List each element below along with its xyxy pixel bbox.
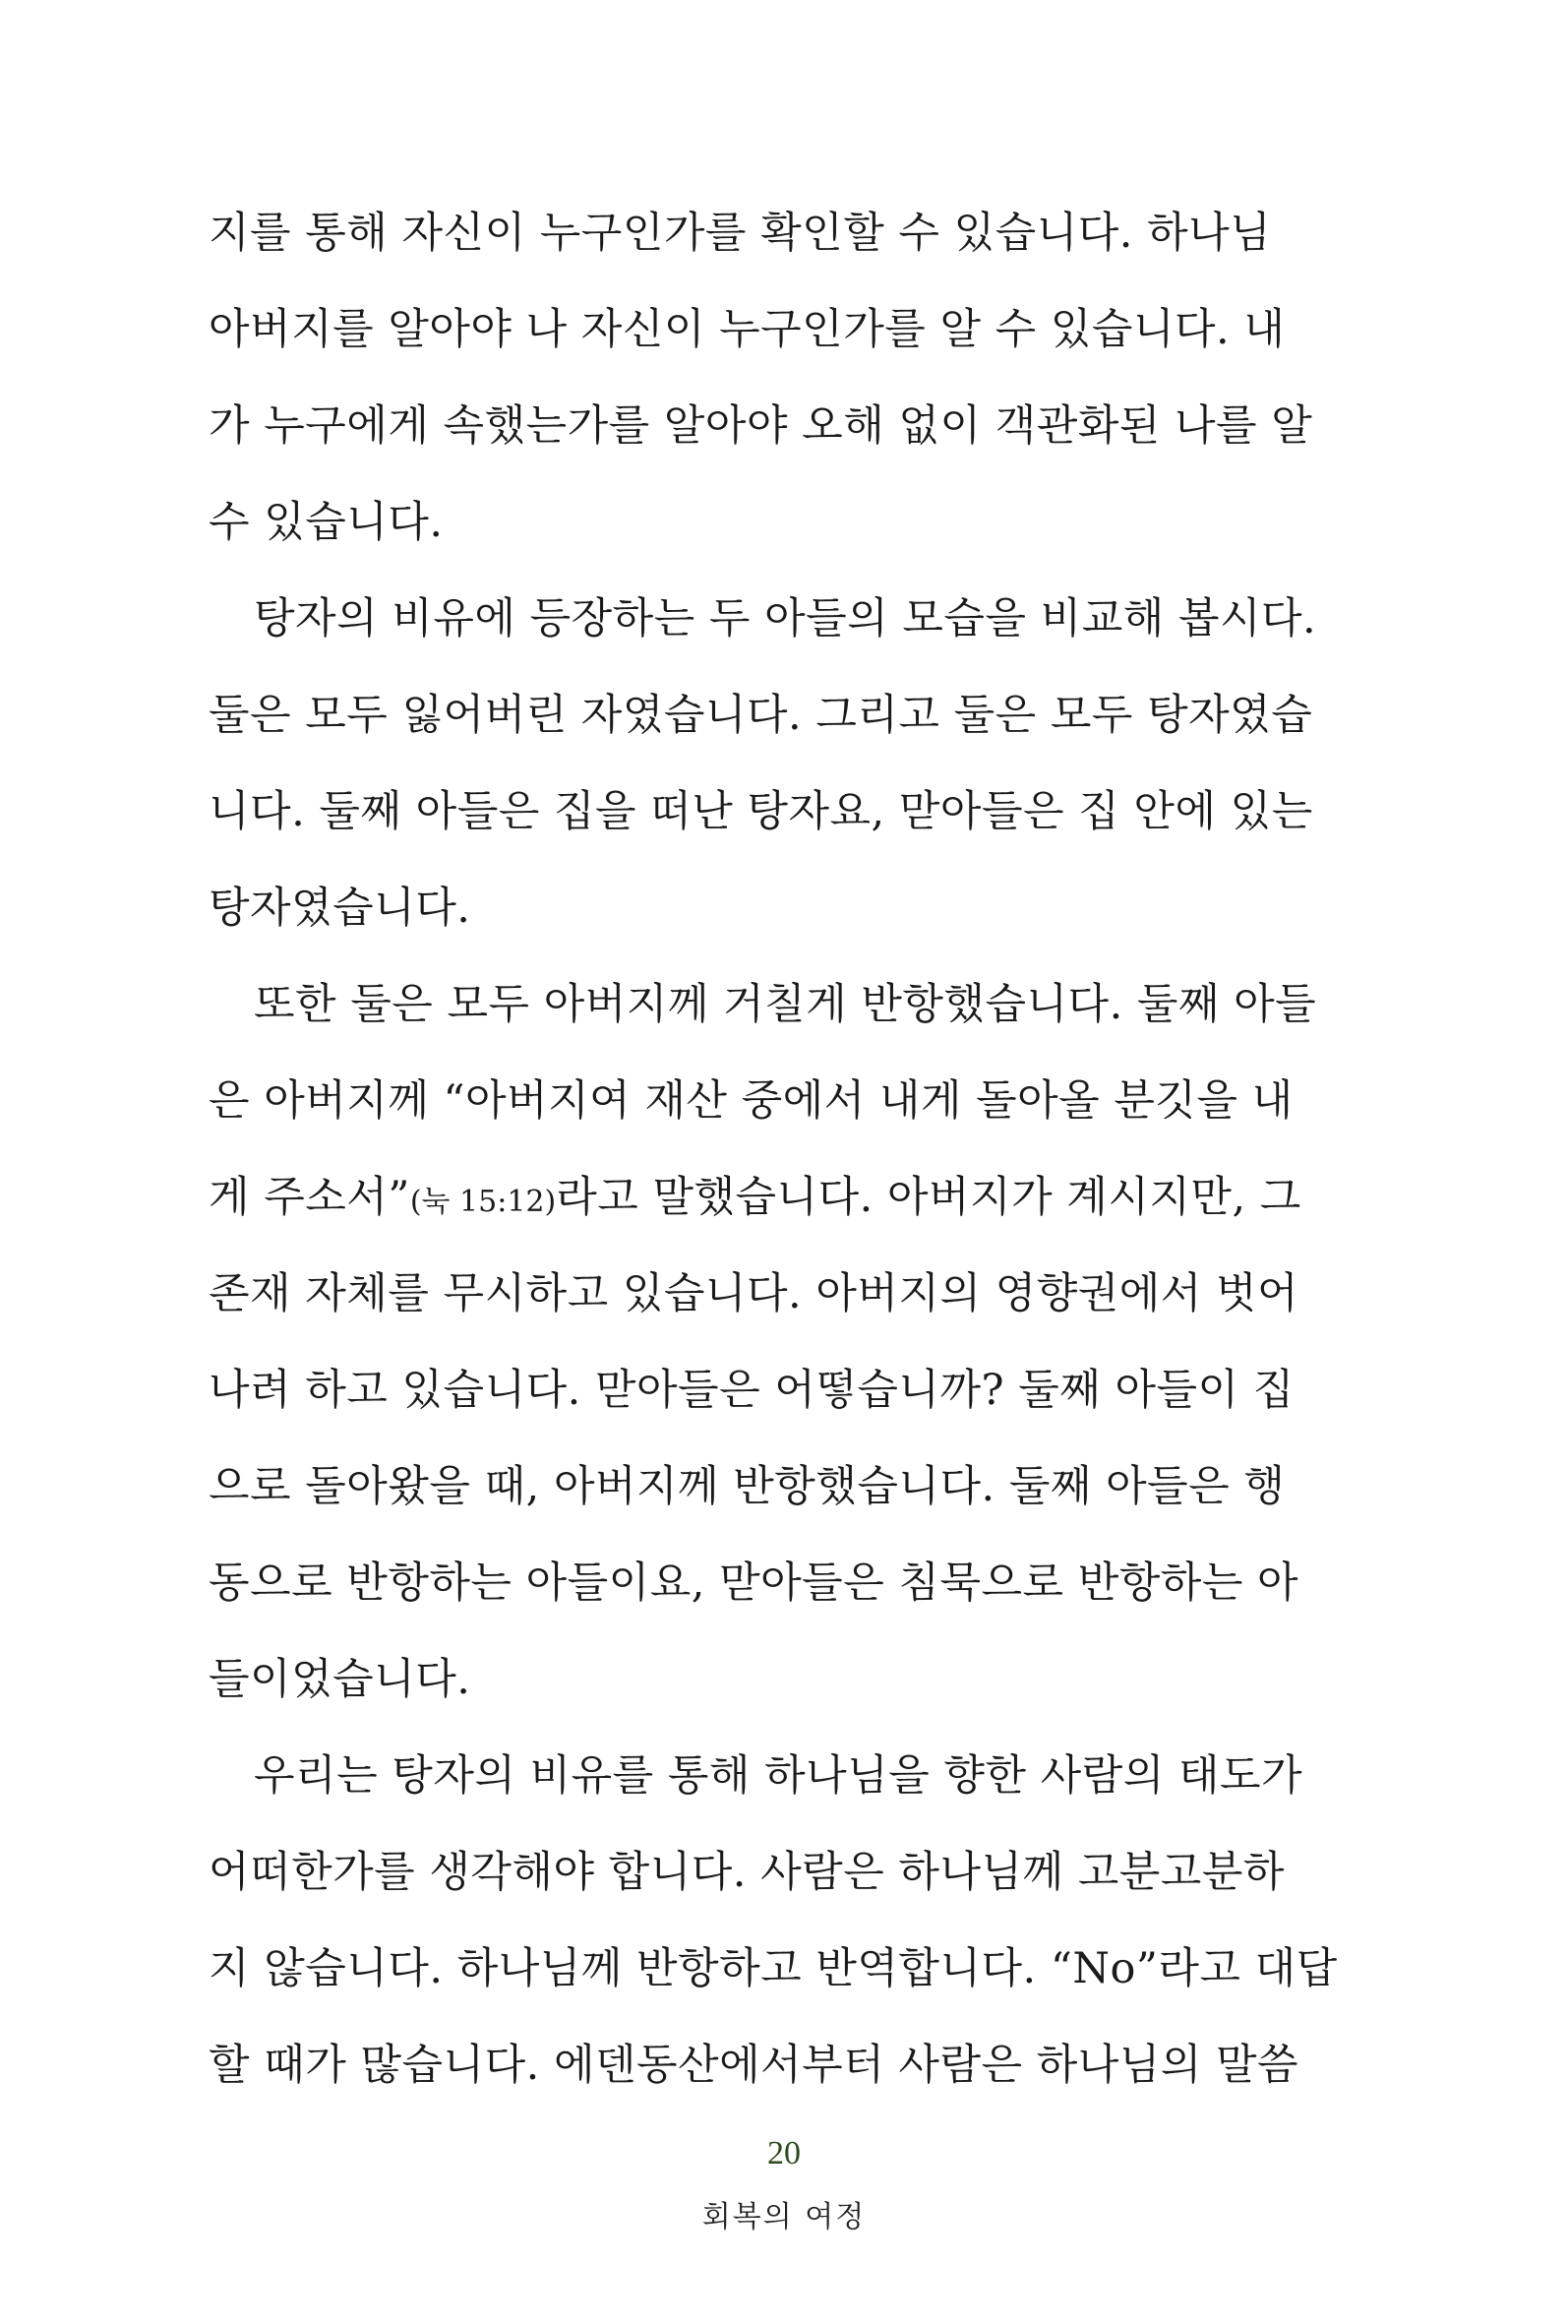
text-line: 니다. 둘째 아들은 집을 떠난 탕자요, 맏아들은 집 안에 있는 bbox=[209, 787, 1313, 836]
text-line: 들이었습니다. bbox=[209, 1655, 471, 1704]
text-line: 수 있습니다. bbox=[209, 498, 444, 547]
text-line: 동으로 반항하는 아들이요, 맏아들은 침묵으로 반항하는 아 bbox=[209, 1559, 1299, 1608]
body-text bbox=[209, 185, 1338, 2113]
text-line: 탕자였습니다. bbox=[209, 884, 471, 933]
text-line: 나려 하고 있습니다. 맏아들은 어떻습니까? 둘째 아들이 집 bbox=[209, 1366, 1295, 1415]
scripture-reference: (눅 15:12) bbox=[409, 1185, 557, 1219]
text-line: 가 누구에게 속했는가를 알아야 오해 없이 객관화된 나를 알 bbox=[209, 401, 1313, 451]
text-line: 또한 둘은 모두 아버지께 거칠게 반항했습니다. 둘째 아들 bbox=[254, 980, 1317, 1029]
text-line: 어떠한가를 생각해야 합니다. 사람은 하나님께 고분고분하 bbox=[209, 1848, 1285, 1897]
text-segment: 라고 말했습니다. 아버지가 계시지만, 그 bbox=[556, 1173, 1301, 1222]
text-segment: 게 주소서” bbox=[209, 1173, 410, 1222]
text-line: 존재 자체를 무시하고 있습니다. 아버지의 영향권에서 벗어 bbox=[209, 1269, 1299, 1318]
text-line: 지를 통해 자신이 누구인가를 확인할 수 있습니다. 하나님 bbox=[209, 209, 1272, 258]
text-line: 할 때가 많습니다. 에덴동산에서부터 사람은 하나님의 말씀 bbox=[209, 2041, 1299, 2090]
text-line: 우리는 탕자의 비유를 통해 하나님을 향한 사람의 태도가 bbox=[254, 1751, 1303, 1801]
text-line: 으로 돌아왔을 때, 아버지께 반항했습니다. 둘째 아들은 행 bbox=[209, 1462, 1286, 1511]
page-number: 20 bbox=[767, 2135, 801, 2171]
running-footer-title: 회복의 여정 bbox=[701, 2200, 867, 2234]
text-line: 지 않습니다. 하나님께 반항하고 반역합니다. “No”라고 대답 bbox=[209, 1944, 1338, 1993]
text-line: 은 아버지께 “아버지여 재산 중에서 내게 돌아올 분깃을 내 bbox=[209, 1076, 1294, 1126]
text-line: 둘은 모두 잃어버린 자였습니다. 그리고 둘은 모두 탕자였습 bbox=[209, 691, 1313, 740]
text-line: 탕자의 비유에 등장하는 두 아들의 모습을 비교해 봅시다. bbox=[254, 594, 1317, 643]
text-line-with-reference bbox=[209, 1149, 1301, 1246]
text-line: 아버지를 알아야 나 자신이 누구인가를 알 수 있습니다. 내 bbox=[209, 305, 1286, 354]
